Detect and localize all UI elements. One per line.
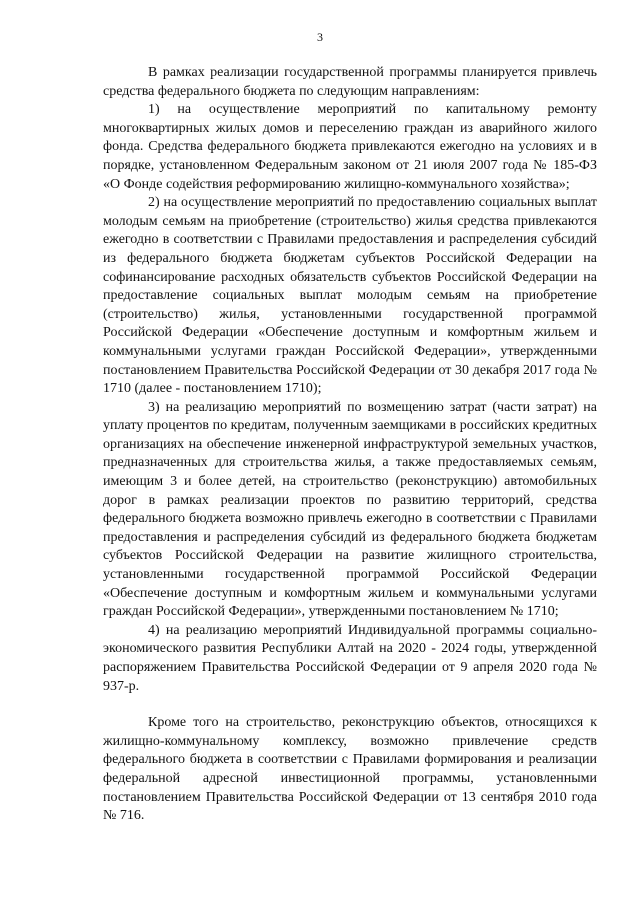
paragraph-intro: В рамках реализации государственной программы планируется привлечь средства федерального бюджета по следующим направлениям: <box>103 65 597 99</box>
paragraph-item-4: 4) на реализацию мероприятий Индивидуальной программы социально-экономического развития Республики Алтай на 2020 - 2024 годы, утвержденной распоряжением Правительства Российской Федерации от 9 апреля 2020 года № 937-р. <box>103 622 597 694</box>
paragraph-item-3: 3) на реализацию мероприятий по возмещению затрат (части затрат) на уплату процентов по кредитам, полученным заемщиками в российских кредитных организациях на обеспечение инженерной инфраструктурой земельных участков, предназначенных для строительства жилья, а также предоставляемых семьям, имеющим 3 и более детей, на строительство (реконструкцию) автомобильных дорог в рамках реализации проектов по развитию территорий, средства федерального бюджета возможно привлечь ежегодно в соответствии с Правилами предоставления и распределения субсидий из федерального бюджета бюджетам субъектов Российской Федерации на развитие жилищного строительства, установленными государственной программой Российской Федерации «Обеспечение доступным и комфортным жильем и коммунальными услугами граждан Российской Федерации», утвержденными постановлением № 1710; <box>103 399 597 620</box>
paragraph-item-1: 1) на осуществление мероприятий по капитальному ремонту многоквартирных жилых домов и переселению граждан из аварийного жилого фонда. Средства федерального бюджета привлекаются ежегодно на условиях и в порядке, установленном Федеральным законом от 21 июля 2007 года № 185-ФЗ «О Фонде содействия реформированию жилищно-коммунального хозяйства»; <box>103 102 597 192</box>
page-number: 3 <box>317 30 323 44</box>
paragraph-closing: Кроме того на строительство, реконструкцию объектов, относящихся к жилищно-коммунальному комплексу, возможно привлечение средств федерального бюджета в соответствии с Правилами формирования и реализации федеральной адресной инвестиционной программы, установленными постановлением Правительства Российской Федерации от 13 сентября 2010 года № 716. <box>103 715 597 824</box>
document-body <box>103 64 597 826</box>
paragraph-item-2: 2) на осуществление мероприятий по предоставлению социальных выплат молодым семьям на приобретение (строительство) жилья средства привлекаются ежегодно в соответствии с Правилами предоставления и распределения субсидий из федерального бюджета бюджетам субъектов Российской Федерации на софинансирование расходных обязательств субъектов Российской Федерации на предоставление социальных выплат молодым семьям на приобретение (строительство) жилья, установленными государственной программой Российской Федерации «Обеспечение доступным и комфортным жильем и коммунальными услугами граждан Российской Федерации», утвержденными постановлением Правительства Российской Федерации от 30 декабря 2017 года № 1710 (далее - постановлением 1710); <box>103 195 597 397</box>
